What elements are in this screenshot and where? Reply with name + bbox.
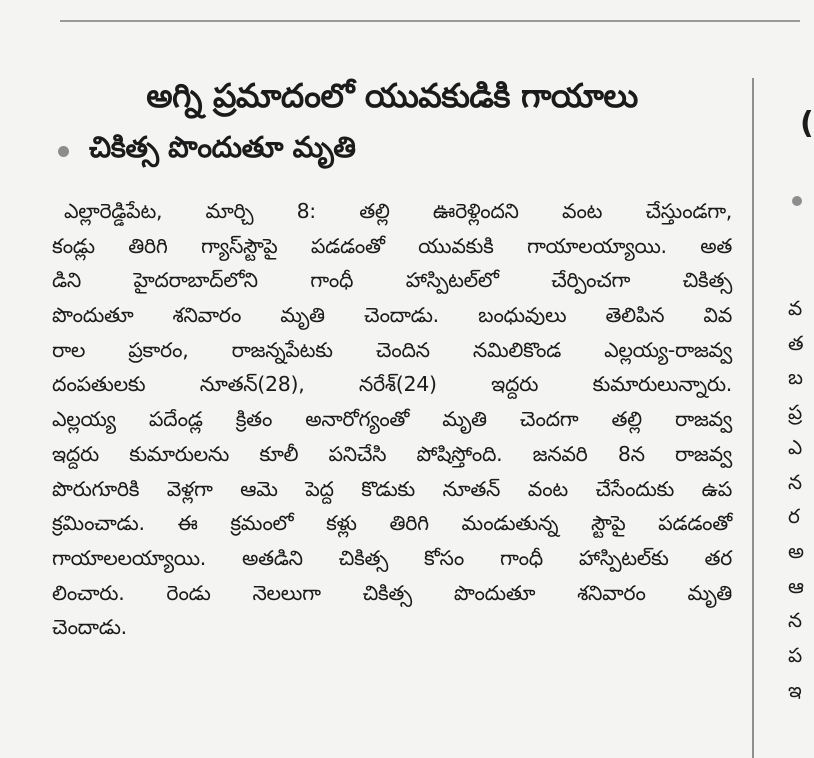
article-body <box>52 194 732 645</box>
adjacent-text-fragment: బ <box>788 365 803 390</box>
body-line: చెందాడు. <box>52 615 127 640</box>
adjacent-text-fragment: ప <box>788 643 803 667</box>
article-headline: అగ్ని ప్రమాదంలో యువకుడికి గాయాలు <box>146 76 638 115</box>
body-line: దంపతులకు నూతన్(28), నరేశ్(24) ఇద్దరు కుమారులున్నారు. <box>52 372 732 397</box>
adjacent-text-fragment: వ <box>788 296 803 320</box>
adjacent-text-fragment: అ <box>788 538 804 563</box>
adjacent-bullet-icon <box>792 196 802 206</box>
top-rule <box>60 20 800 22</box>
adjacent-text-fragment: ఎ <box>788 434 803 459</box>
adjacent-text-fragment: త <box>788 330 804 355</box>
body-line: క్రమించాడు. ఈ క్రమంలో కళ్లు తిరిగి మండుతున్న స్టౌపై పడడంతో <box>52 511 732 536</box>
bullet-icon <box>58 146 69 157</box>
article-subhead <box>52 126 732 176</box>
adjacent-text-fragment: ర <box>788 504 800 529</box>
news-article <box>52 70 732 645</box>
adjacent-headline-fragment: ( <box>800 106 814 141</box>
adjacent-text-fragment: న <box>788 608 803 633</box>
adjacent-text-fragment: ప్ర <box>788 400 803 425</box>
body-line: పొరుగూరికి వెళ్లగా ఆమె పెద్ద కొడుకు నూతన్ వంట చేసేందుకు ఉప <box>52 476 732 501</box>
body-line: పొందుతూ శనివారం మృతి చెందాడు. బంధువులు తెలిపిన వివ <box>52 303 732 328</box>
column-divider <box>752 78 754 758</box>
adjacent-text-fragment: న <box>788 469 803 494</box>
body-line: ఎల్లయ్య పదేండ్ల క్రితం అనారోగ్యంతో మృతి చెందగా తల్లి రాజవ్వ <box>52 407 732 432</box>
adjacent-article-fragment <box>762 0 814 758</box>
body-line: ఎల్లారెడ్డిపేట, మార్చి 8: తల్లి ఊరెళ్లిందని వంట చేస్తుండగా, <box>64 199 732 223</box>
body-line: ఇద్దరు కుమారులను కూలీ పనిచేసి పోషిస్తోంది. జనవరి 8న రాజవ్వ <box>52 441 732 466</box>
body-line: డిని హైదరాబాద్‌లోని గాంధీ హాస్పిటల్‌లో చేర్పించగా చికిత్స <box>52 268 732 293</box>
adjacent-text-fragment: ఇ <box>788 677 802 702</box>
body-line: రాల ప్రకారం, రాజన్నపేటకు చెందిన నమిలికొండ ఎల్లయ్య-రాజవ్వ <box>52 337 732 362</box>
body-line: గాయాలలయ్యాయి. అతడిని చికిత్స కోసం గాంధీ హాస్పిటల్‌కు తర <box>52 545 732 570</box>
body-line: లించారు. రెండు నెలలుగా చికిత్స పొందుతూ శనివారం మృతి <box>52 580 732 605</box>
subhead-text: చికిత్స పొందుతూ మృతి <box>89 130 356 164</box>
adjacent-text-fragment: ఆ <box>788 573 804 598</box>
body-line: కండ్లు తిరిగి గ్యాస్‌స్టౌపై పడడంతో యువకుకి గాయాలయ్యాయి. అత <box>52 233 732 258</box>
